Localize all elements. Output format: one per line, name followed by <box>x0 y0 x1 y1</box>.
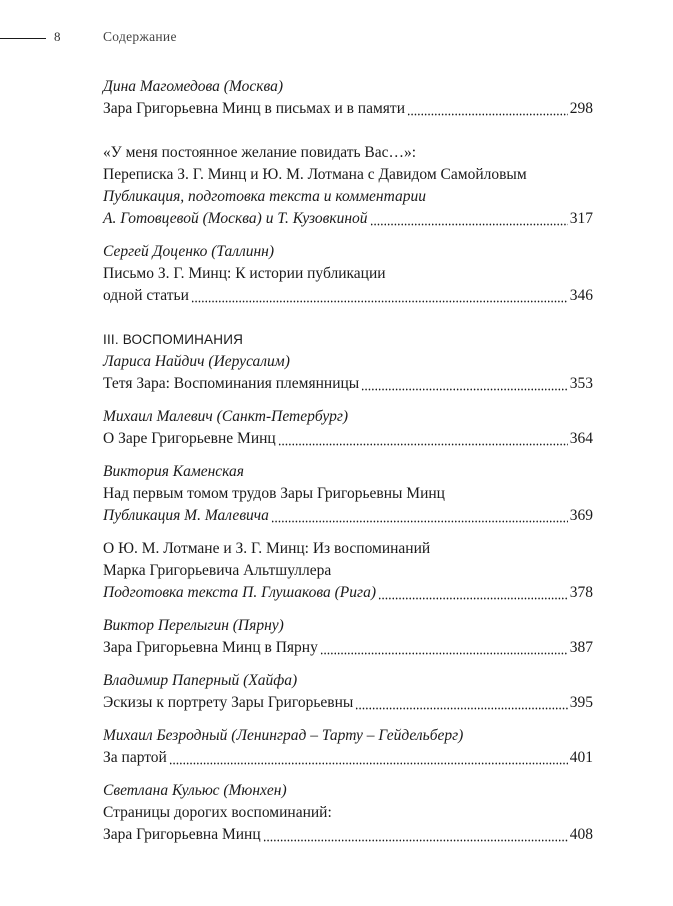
dot-leader <box>370 222 568 226</box>
toc-title: Зара Григорьевна Минц <box>103 826 261 843</box>
toc-title: За партой <box>103 749 167 766</box>
header-rule <box>0 38 46 39</box>
toc-page-number: 364 <box>569 430 593 447</box>
toc-page-number: 408 <box>569 826 593 843</box>
toc-author: Виктор Перелыгин (Пярну) <box>103 617 284 634</box>
toc-entry-line <box>103 373 593 395</box>
toc-page-number: 317 <box>569 210 593 227</box>
dot-leader <box>191 299 568 303</box>
toc-title: Письмо З. Г. Минц: К истории публикации <box>103 265 386 282</box>
toc-page-number: 298 <box>569 100 593 117</box>
dot-leader <box>278 442 568 446</box>
toc-title: «У меня постоянное желание повидать Вас…»: <box>103 144 417 161</box>
toc-page-number: 346 <box>569 287 593 304</box>
toc-page-number: 378 <box>569 584 593 601</box>
toc-entry-line <box>103 428 593 450</box>
toc-page-number: 353 <box>569 375 593 392</box>
toc-author: Михаил Малевич (Санкт-Петербург) <box>103 408 349 425</box>
dot-leader <box>169 761 568 765</box>
dot-leader <box>407 112 568 116</box>
toc-page-number: 369 <box>569 507 593 524</box>
toc-publication-note: Публикация, подготовка текста и комментарии <box>103 188 426 205</box>
toc-title: О Ю. М. Лотмане и З. Г. Минц: Из воспоминаний <box>103 540 431 557</box>
toc-entry-line <box>103 505 593 527</box>
toc-page-number: 387 <box>569 639 593 656</box>
dot-leader <box>263 838 568 842</box>
toc-author: Светлана Кульюс (Мюнхен) <box>103 782 287 799</box>
toc-entry-line <box>103 285 593 307</box>
toc-publication-note: Публикация М. Малевича <box>103 507 269 524</box>
table-of-contents <box>103 76 593 846</box>
toc-entry-line <box>103 692 593 714</box>
dot-leader <box>355 706 567 710</box>
toc-title: Зара Григорьевна Минц в письмах и в памяти <box>103 100 405 117</box>
dot-leader <box>361 387 568 391</box>
toc-author: Сергей Доценко (Таллинн) <box>103 243 275 260</box>
toc-entry-line <box>103 582 593 604</box>
toc-title: Зара Григорьевна Минц в Пярну <box>103 639 318 656</box>
toc-entry-line <box>103 824 593 846</box>
toc-entry-line <box>103 208 593 230</box>
section-heading: III. ВОСПОМИНАНИЯ <box>103 332 244 347</box>
toc-author: Лариса Найдич (Иерусалим) <box>103 353 290 370</box>
toc-entry-line <box>103 747 593 769</box>
toc-entry-line <box>103 98 593 120</box>
page-number: 8 <box>54 29 61 44</box>
toc-page-number: 401 <box>569 749 593 766</box>
toc-page-number: 395 <box>569 694 593 711</box>
toc-entry-line <box>103 637 593 659</box>
dot-leader <box>320 651 568 655</box>
toc-title: Марка Григорьевича Альтшуллера <box>103 562 332 579</box>
toc-author: Дина Магомедова (Москва) <box>103 78 284 95</box>
toc-title: Страницы дорогих воспоминаний: <box>103 804 332 821</box>
toc-author: Владимир Паперный (Хайфа) <box>103 672 298 689</box>
running-title: Содержание <box>103 29 177 44</box>
toc-title: Эскизы к портрету Зары Григорьевны <box>103 694 354 711</box>
toc-author: Виктория Каменская <box>103 463 244 480</box>
dot-leader <box>271 519 568 523</box>
toc-publication-note: Подготовка текста П. Глушакова (Рига) <box>103 584 376 601</box>
toc-title: одной статьи <box>103 287 189 304</box>
dot-leader <box>378 596 568 600</box>
toc-author: Михаил Безродный (Ленинград – Тарту – Гейдельберг) <box>103 727 464 744</box>
toc-title: Переписка З. Г. Минц и Ю. М. Лотмана с Давидом Самойловым <box>103 166 527 183</box>
toc-publication-note: А. Готовцевой (Москва) и Т. Кузовкиной <box>103 210 368 227</box>
toc-title: О Заре Григорьевне Минц <box>103 430 276 447</box>
toc-title: Над первым томом трудов Зары Григорьевны Минц <box>103 485 445 502</box>
toc-title: Тетя Зара: Воспоминания племянницы <box>103 375 360 392</box>
